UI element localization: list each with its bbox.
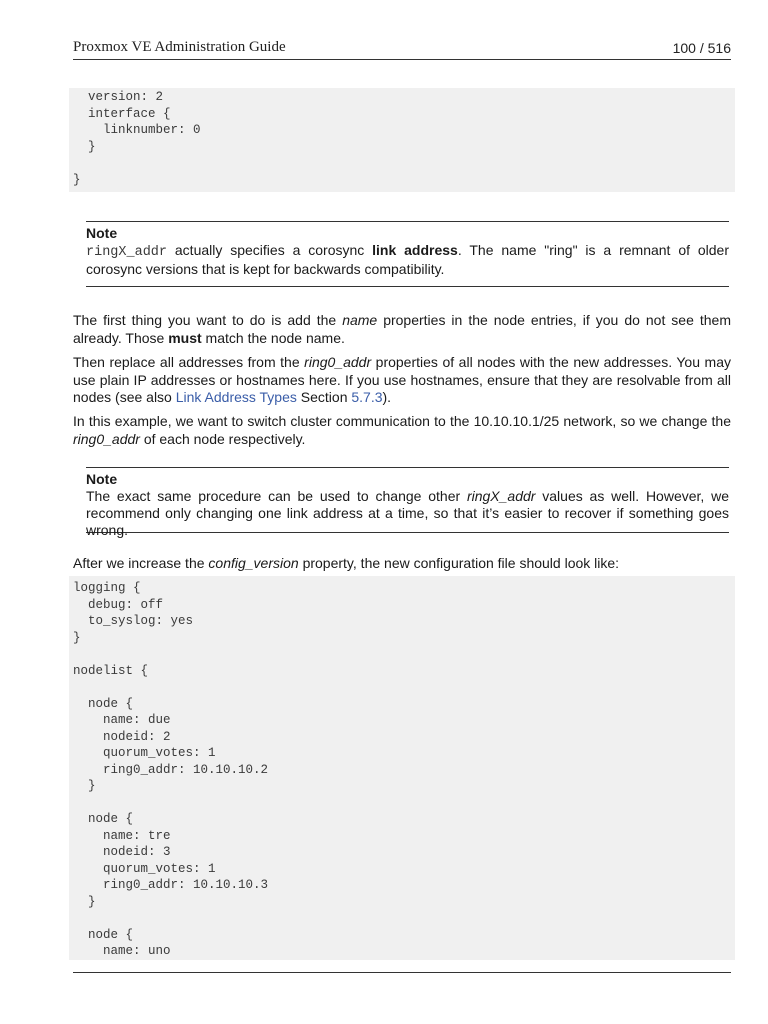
code-line: } — [73, 172, 81, 187]
code-line: node { — [73, 812, 134, 826]
note-text: The exact same procedure can be used to change other — [86, 488, 467, 504]
note-ringx-addr — [86, 221, 729, 287]
code-line: interface { — [73, 106, 171, 121]
paragraph-replace-addresses — [73, 354, 731, 407]
code-line: node { — [73, 696, 134, 711]
page-number: 100 / 516 — [672, 40, 731, 56]
code-line: nodelist { — [73, 663, 149, 678]
code-line: linknumber: 0 — [73, 123, 201, 137]
text: ). — [382, 389, 392, 405]
emphasis: config_version — [208, 555, 299, 571]
paragraph-config-version — [73, 555, 731, 573]
code-line: name: tre — [73, 828, 171, 843]
code-line: } — [73, 894, 96, 909]
emphasis: name — [342, 312, 378, 328]
code-block-new-config — [69, 576, 735, 960]
text: The first thing you want to do is add the — [73, 312, 343, 328]
code-line: quorum_votes: 1 — [73, 746, 216, 760]
bold-text: link address — [372, 242, 458, 258]
emphasis: ring0_addr — [73, 430, 140, 447]
paragraph-example — [73, 413, 731, 448]
note-body — [86, 242, 729, 278]
page-header — [73, 38, 731, 60]
code-line: name: due — [73, 713, 171, 727]
emphasis: ring0_addr — [304, 354, 372, 370]
text: of each node respectively. — [139, 430, 306, 447]
text: match the node name. — [201, 329, 345, 346]
note-title: Note — [86, 225, 118, 241]
code-line: version: 2 — [73, 90, 164, 104]
code-block-config-tail — [69, 88, 735, 192]
text: Then replace all addresses from the — [73, 354, 305, 370]
note-title: Note — [86, 471, 118, 487]
note-text: . The name "ring" is a remnant of older corosync versions that is kept for backwards compatibility. — [86, 242, 730, 277]
code-line: } — [73, 139, 96, 154]
note-text: actually specifies a corosync — [167, 242, 373, 258]
text: properties in the node entries, if you do not see them already. Those — [73, 312, 731, 346]
text: After we increase the — [73, 555, 209, 571]
document-title: Proxmox VE Administration Guide — [73, 39, 286, 55]
inline-code: ringX_addr — [86, 245, 168, 260]
code-line: logging { — [73, 581, 141, 595]
bold-text: must — [168, 329, 202, 346]
code-line: quorum_votes: 1 — [73, 861, 216, 876]
code-line — [73, 679, 735, 696]
text: properties of all nodes with the new addresses. You may use plain IP addresses or hostnames here. If you use hostnames, ensure that they are resolvable from all nodes (see also — [73, 354, 731, 405]
text: In this example, we want to switch cluster communication to the 10.10.10.1/25 network, so we change the — [73, 413, 731, 429]
code-line: nodeid: 3 — [73, 845, 171, 859]
text: property, the new configuration file should look like: — [298, 555, 620, 571]
code-line — [73, 646, 735, 663]
code-line: nodeid: 2 — [73, 729, 171, 744]
emphasis: ringX_addr — [466, 488, 536, 504]
code-line: } — [73, 779, 96, 793]
text: Section — [296, 389, 352, 405]
code-line — [73, 910, 735, 927]
code-line: ring0_addr: 10.10.10.3 — [73, 878, 269, 892]
note-same-procedure — [86, 467, 730, 538]
note-body — [86, 488, 729, 539]
code-line: ring0_addr: 10.10.10.2 — [73, 762, 269, 777]
code-line: debug: off — [73, 597, 164, 612]
code-line: } — [73, 630, 81, 645]
paragraph-add-name — [73, 312, 731, 347]
code-line: node { — [73, 927, 134, 942]
link-address-types-link[interactable]: Link Address Types — [175, 389, 297, 405]
section-link[interactable]: 5.7.3 — [351, 389, 383, 405]
code-line: to_syslog: yes — [73, 614, 194, 628]
code-line: name: uno — [73, 944, 171, 958]
code-line — [73, 155, 735, 172]
code-line — [73, 795, 735, 812]
note-text: values as well. However, we recommend only changing one link address at a time, so that it’s easier to recover if something goes wrong. — [86, 488, 730, 538]
footer-divider — [73, 972, 731, 973]
